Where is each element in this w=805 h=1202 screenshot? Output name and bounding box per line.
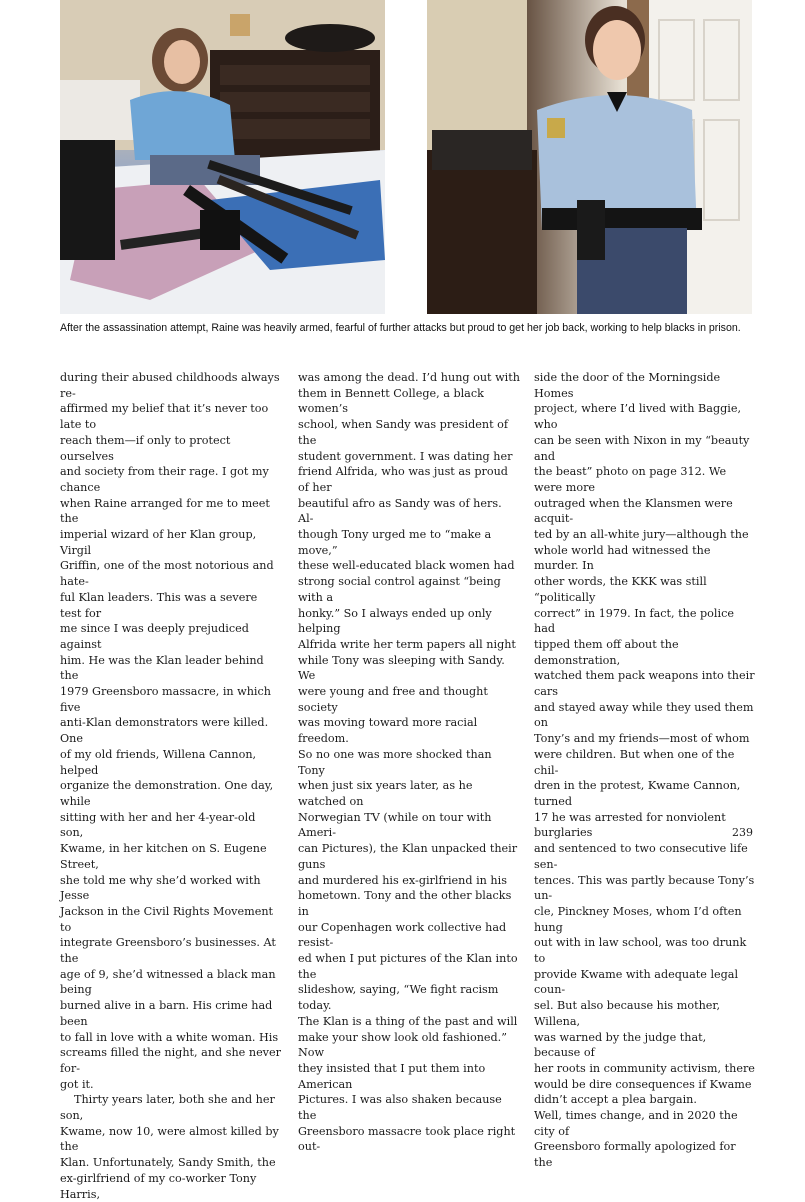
photo-woman-in-uniform [427,0,752,314]
text-column-2 [298,370,520,1155]
paragraph: during their abused childhoods always re- affirmed my belief that it’s never too late to reach them—if only to protect ourselves and society from their rage. I got my chance when Raine arranged for me to meet the imperial wizard of her Klan group, Virgil Griffin, one of the most notorious and hate- ful Klan leaders. This was a severe test for me since I was deeply prejudiced against him. He was the Klan leader behind the 1979 Greensboro massacre, in which five anti-Klan demonstrators were killed. One of my old friends, Willena Cannon, helped organize the demonstration. One day, while sitting with her and her 4-year-old son, Kwame, in her kitchen on S. Eugene Street, she told me why she’d worked with Jesse Jackson in the Civil Rights Movement to integrate Greensboro’s businesses. At the age of 9, she’d witnessed a black man being burned alive in a barn. His crime had been to fall in love with a white woman. His screams filled the night, and she never for- got it. [60,371,281,1091]
uniform-portrait-image [427,0,752,314]
photo-woman-on-bed [60,0,385,314]
bedroom-guns-image [60,0,385,314]
paragraph: Well, times change, and in 2020 the city of Greensboro formally apologized for the [534,1109,738,1170]
text-column-3 [534,370,756,1171]
text-column-1 [60,370,282,1202]
page-number: 239 [732,826,753,839]
paragraph: Thirty years later, both she and her son, Kwame, now 10, were almost killed by the Klan. Unfortunately, Sandy Smith, the ex-girlfriend of my co-worker Tony Harris, [60,1093,279,1201]
photo-caption: After the assassination attempt, Raine was heavily armed, fearful of further attacks but proud to get her job back, working to help blacks in prison. [60,322,741,334]
paragraph: was among the dead. I’d hung out with them in Bennett College, a black women’s school, when Sandy was president of the student government. I was dating her friend Alfrida, who was just as proud of her beautiful afro as Sandy was of hers. Al- though Tony urged me to “make a move,” these well-educated black women had strong social control against “being with a honky.” So I always ended up only helping Alfrida write her term papers all night while Tony was sleeping with Sandy. We were young and free and thought society was moving toward more racial freedom. So no one was more shocked than Tony when just six years later, as he watched on Norwegian TV (while on tour with Ameri- can Pictures), the Klan unpacked their guns and murdered his ex-girlfriend in his hometown. Tony and the other blacks in our Copenhagen work collective had resist- ed when I put pictures of the Klan into the slideshow, saying, “We fight racism today. The Klan is a thing of the past and will make your show look old fashioned.” Now they insisted that I put them into American Pictures. I was also shaken because the Greensboro massacre took place right out- [298,371,520,1154]
paragraph: side the door of the Morningside Homes project, where I’d lived with Baggie, who can be seen with Nixon in my “beauty and the beast” photo on page 312. We were more outraged when the Klansmen were acquit- ted by an all-white jury—although the whole world had witnessed the murder. In other words, the KKK was still “politically correct” in 1979. In fact, the police had tipped them off about the demonstration, watched them pack weapons into their cars and stayed away while they used them on Tony’s and my friends—most of whom were children. But when one of the chil- dren in the protest, Kwame Cannon, turned 17 he was arrested for nonviolent burglaries and sentenced to two consecutive life sen- tences. This was partly because Tony’s un- cle, Pinckney Moses, whom I’d often hung out with in law school, was too drunk to provide Kwame with adequate legal coun- sel. But also because his mother, Willena, was warned by the judge that, because of her roots in community activism, there would be dire consequences if Kwame didn’t accept a plea bargain. [534,371,755,1107]
